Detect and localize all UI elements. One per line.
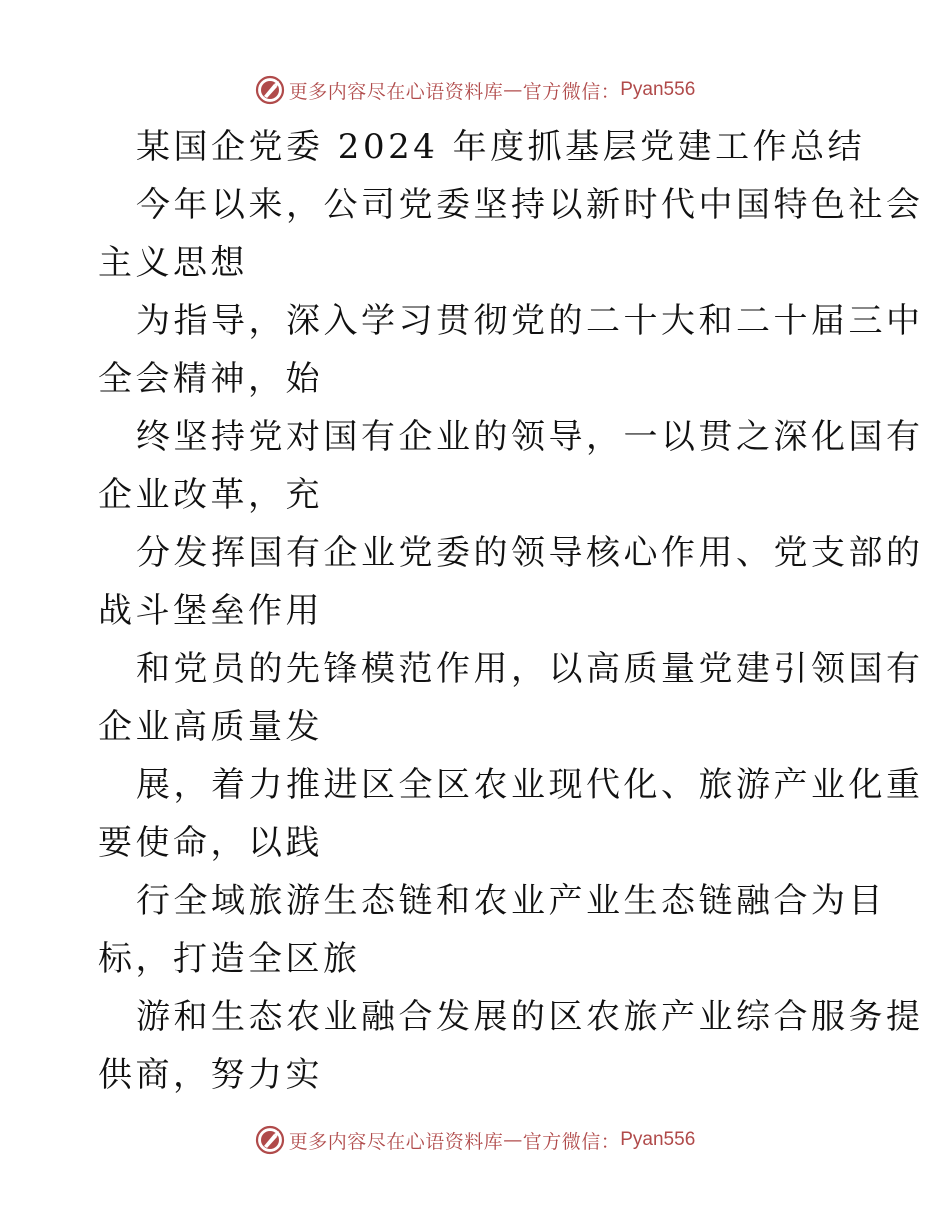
wechat-id: Pyan556 [620, 79, 696, 100]
banner-dash: — [503, 79, 523, 101]
pen-nib-icon [255, 1125, 285, 1155]
document-body [98, 118, 924, 1104]
text-line: 企业改革，充 [98, 475, 323, 515]
site-promo-text: 更多内容尽在心语资料库 [288, 1130, 504, 1153]
text-line: 要使命，以践 [98, 823, 323, 863]
text-line: 企业高质量发 [98, 707, 323, 747]
text-line: 和党员的先锋模范作用，以高质量党建引领国有 [136, 649, 924, 689]
text-line: 供商，努力实 [98, 1055, 323, 1095]
document-title: 某国企党委 2024 年度抓基层党建工作总结 [136, 127, 866, 167]
text-line: 为指导，深入学习贯彻党的二十大和二十届三中 [136, 301, 924, 341]
text-line: 游和生态农业融合发展的区农旅产业综合服务提 [136, 997, 924, 1037]
wechat-id: Pyan556 [620, 1129, 696, 1150]
text-line: 全会精神，始 [98, 359, 323, 399]
wechat-label: 官方微信： [522, 1130, 621, 1153]
pen-nib-icon [255, 75, 285, 105]
text-line: 今年以来，公司党委坚持以新时代中国特色社会 [136, 185, 924, 225]
text-line: 战斗堡垒作用 [98, 591, 323, 631]
site-promo-text: 更多内容尽在心语资料库 [288, 80, 504, 103]
header-banner [0, 70, 950, 110]
text-line: 分发挥国有企业党委的领导核心作用、党支部的 [136, 533, 924, 573]
text-line: 行全域旅游生态链和农业产业生态链融合为目 [136, 881, 886, 921]
text-line: 主义思想 [98, 243, 248, 283]
footer-banner [0, 1120, 950, 1160]
banner-dash: — [503, 1129, 523, 1151]
text-line: 展，着力推进区全区农业现代化、旅游产业化重 [136, 765, 924, 805]
text-line: 标，打造全区旅 [98, 939, 361, 979]
wechat-label: 官方微信： [522, 80, 621, 103]
text-line: 终坚持党对国有企业的领导，一以贯之深化国有 [136, 417, 924, 457]
